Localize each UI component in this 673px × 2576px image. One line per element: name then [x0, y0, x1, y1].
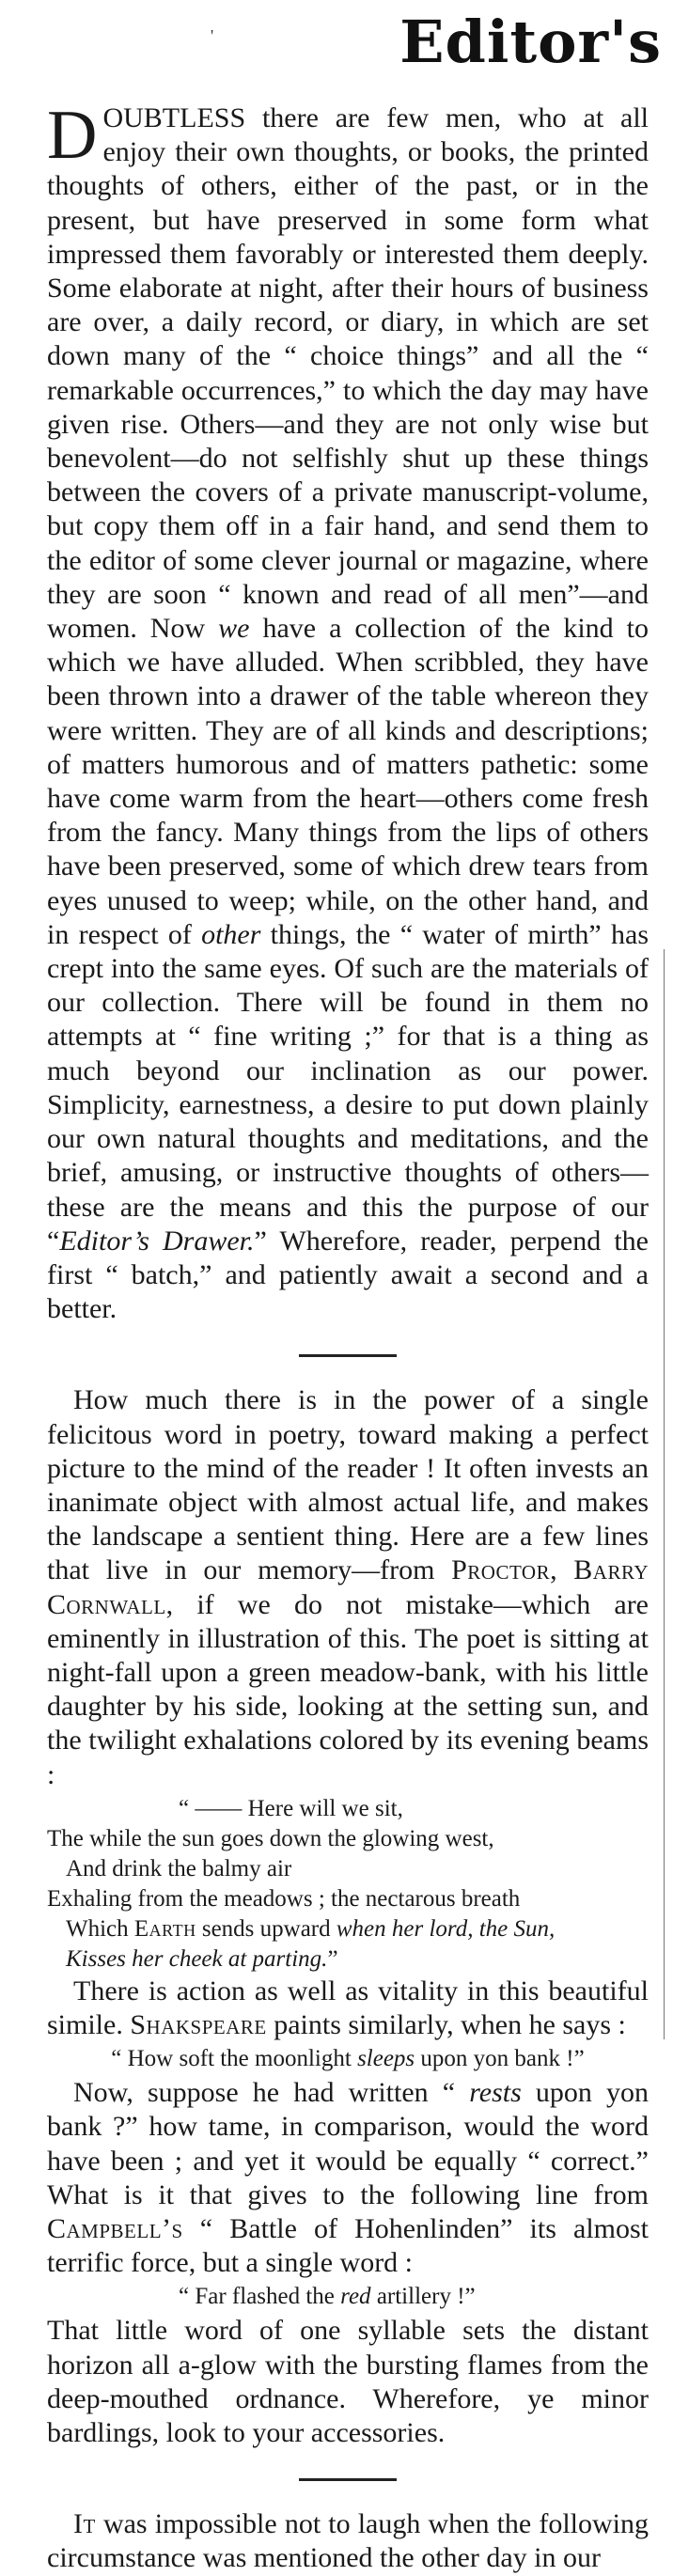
quote2-b: artillery !” [370, 2284, 476, 2310]
rests-text-a: Now, suppose he had written “ [73, 2077, 470, 2109]
proctor-name: Proctor [451, 1554, 551, 1586]
verse-5b: sends upward [196, 1915, 336, 1942]
quote1-a: “ How soft the moonlight [111, 2046, 358, 2072]
barry-cornwall-name: Barry Cornwall [47, 1554, 649, 1620]
quote1-b: upon yon bank !” [415, 2046, 585, 2072]
artillery-quote [47, 2282, 649, 2312]
intro-text-a: DOUBTLESS there are few men, who at all enjoy their own thoughts, or books, the printed thoughts of others, either of the past, or in the present, but have preserved in some form what impressed them favorably or interested them deeply. Some elaborate at night, after their hours of business are over, a daily record, or diary, in which are set down many of the “ choice things” and all the “ remarkable occurrences,” to which the day may have given rise. Others—and they are not only wise but benevolent—do not selfishly shut up these things between the covers of a private manuscript-volume, but copy them off in a fair hand, and send them to the editor of some clever journal or magazine, where they are soon “ known and read of all men”—and women. Now [47, 97, 649, 645]
rests-paragraph [47, 2076, 649, 2280]
verse-line: And drink the balmy air [66, 1855, 292, 1881]
verse-line: Exhaling from the meadows ; the nectarous breath [47, 1885, 521, 1912]
verse-6-end: ” [327, 1945, 338, 1972]
verse-line: The while the sun goes down the glowing west, [47, 1825, 494, 1851]
syllable-paragraph: That little word of one syllable sets the distant horizon all a-glow with the bursting flames from the deep-mouthed ordnance. Wherefore, ye minor bardlings, look to your accessories. [47, 2315, 649, 2448]
laugh-it: It [73, 2508, 96, 2540]
intro-we: we [218, 613, 250, 645]
section-divider [299, 1354, 397, 1357]
stray-mark: ' [211, 26, 214, 45]
verse-line [47, 1914, 649, 1944]
simile-paragraph [47, 1975, 649, 2042]
moonlight-quote [47, 2044, 649, 2074]
verse-6-em: Kisses her cheek at parting. [66, 1945, 328, 1972]
verse-earth: Earth [133, 1915, 196, 1942]
intro-drawer: Editor’s Drawer. [59, 1225, 255, 1257]
poetry-comma: , [550, 1554, 574, 1586]
laugh-text: was impossible not to laugh when the following circumstance was mentioned the other day in our [47, 2508, 649, 2574]
verse-line [47, 1944, 649, 1975]
simile-text-b: paints similarly, when he says : [266, 2008, 626, 2040]
intro-text-b: have a collection of the kind to which we have alluded. When scribbled, they have been thrown into a drawer of the table whereon they were written. They are of all kinds and descriptions; of matters humorous and of matters pathetic: some have come warm from the heart—others come fresh from the fancy. Many things from the lips of others have been preserved, some of which drew tears from eyes unused to weep; while, on the other hand, and in respect of [47, 613, 649, 950]
verse-5-em: when her lord, the Sun, [336, 1915, 556, 1942]
verse-block [47, 1794, 649, 1975]
column-rule [664, 949, 665, 2039]
campbell-name: Campbell’s [47, 2212, 183, 2244]
quote1-em: sleeps [357, 2046, 415, 2072]
section-title: Editor's [399, 8, 662, 76]
shakspeare-name: Shakspeare [130, 2008, 267, 2040]
verse-line: “ —— Here will we sit, [179, 1795, 403, 1821]
quote2-em: red [340, 2284, 371, 2310]
section-divider [299, 2478, 397, 2481]
rests-text-c: “ Battle of Hohenlinden” its almost terrific force, but a single word : [47, 2212, 649, 2279]
rests-word: rests [469, 2077, 522, 2109]
simile-text-a: There is action as well as vitality in this beautiful simile. [47, 1975, 649, 2040]
intro-paragraph [47, 97, 649, 1326]
rests-text-b: upon yon bank ?” how tame, in comparison, would the word have been ; and yet it would be equally “ correct.” What is it that gives to the following line from [47, 2077, 650, 2210]
poetry-text-b: , if we do not mistake—which are eminently in illustration of this. The poet is sitting at night-fall upon a green meadow-bank, with his little daughter by his side, looking at the setting sun, and the twilight exhalations colored by its evening beams : [47, 1588, 649, 1790]
laugh-paragraph [47, 2507, 649, 2575]
poetry-text-a: How much there is in the power of a single felicitous word in poetry, toward making a perfect picture to the mind of the reader ! It often invests an inanimate object with almost actual life, and makes the landscape a sentient thing. Here are a few lines that live in our memory—from [47, 1384, 649, 1586]
intro-text-d: ” Wherefore, reader, perpend the first “ batch,” and patiently await a second and a better. [47, 1225, 649, 1325]
article-column [47, 97, 650, 2576]
quote2-a: “ Far flashed the [179, 2284, 341, 2310]
intro-text-c: things, the “ water of mirth” has crept into the same eyes. Of such are the materials of our collection. There will be found in them no attempts at “ fine writing ;” for that is a thing as much beyond our inclination as our power. Simplicity, earnestness, a desire to put down plainly our own natural thoughts and meditations, and the brief, amusing, or instructive thoughts of others—these are the means and this the purpose of our “ [47, 918, 649, 1257]
poetry-paragraph [47, 1383, 649, 1791]
intro-other: other [201, 918, 261, 950]
verse-5a: Which [66, 1915, 134, 1942]
